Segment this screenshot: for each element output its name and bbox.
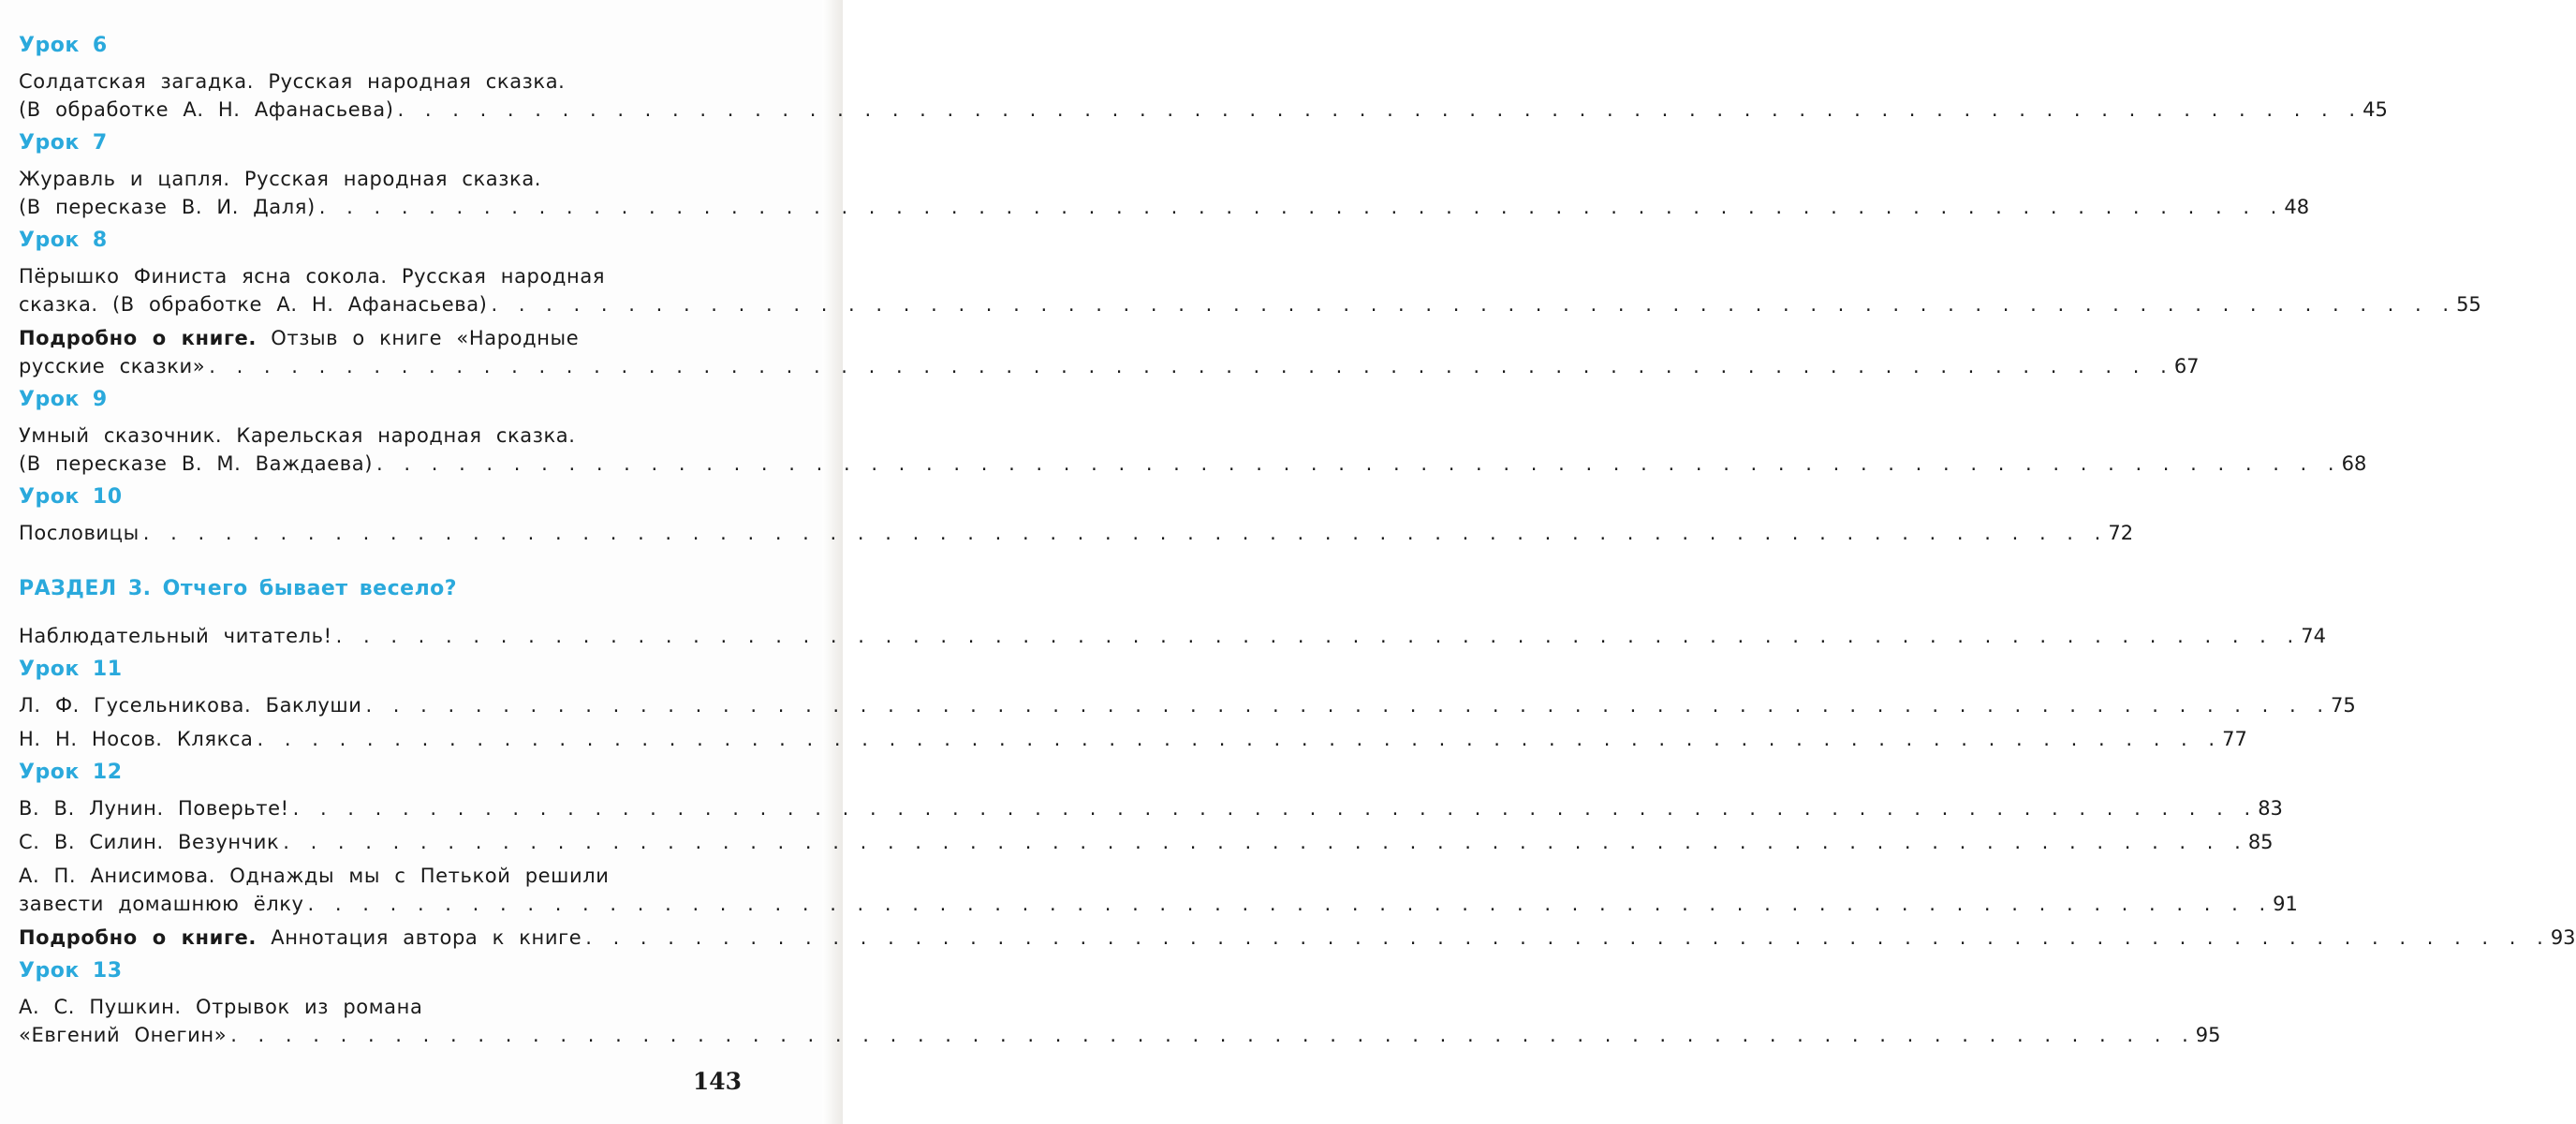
dot-leader: . . . . . . . . . . . . . . . . . . . . . . . . . . . . . . . . . . . . . . . . . . . . . . . . . . . . . . . . . . . . . . . . . . . . . . . . (318, 196, 2281, 218)
entry-page-number: 93 (2550, 926, 2576, 949)
entry-text: С. В. Силин. Везунчик (19, 831, 280, 853)
table-of-contents (19, 32, 2576, 1055)
entry-last-text (19, 450, 373, 478)
entry-last-line (19, 924, 2576, 952)
dot-leader: . . . . . . . . . . . . . . . . . . . . . . . . . . . . . . . . . . . . . . . . . . . . . . . . . . . . . . . . . . . . . . . . . . . . . . . . (491, 293, 2453, 316)
entry-title-text: А. С. Пушкин. Отрывок из романа (19, 996, 423, 1018)
toc-entry (19, 924, 2576, 952)
entry-title-line (19, 67, 742, 96)
lesson-heading: Урок 11 (19, 658, 123, 681)
dot-leader: . . . . . . . . . . . . . . . . . . . . . . . . . . . . . . . . . . . . . . . . . . . . . . . . . . . . . . . . . . . . . . . . . . . . . . . . (376, 452, 2338, 475)
dot-leader: . . . . . . . . . . . . . . . . . . . . . . . . . . . . . . . . . . . . . . . . . . . . . . . . . . . . . . . . . . . . . . . . . . . . . . . . (365, 694, 2328, 717)
entry-text: сказка. (В обработке А. Н. Афанасьева) (19, 293, 488, 316)
entry-page-number: 85 (2247, 831, 2274, 853)
entry-last-text (19, 924, 581, 952)
entry-last-text (19, 890, 304, 918)
toc-entry (19, 993, 2221, 1049)
entry-page-number: 55 (2456, 293, 2481, 316)
entry-page-number: 95 (2195, 1024, 2221, 1046)
entry-last-line (19, 828, 2274, 856)
entry-page-number: 67 (2173, 355, 2200, 377)
entry-last-text (19, 794, 289, 822)
entry-text: (В пересказе В. М. Важдаева) (19, 452, 374, 475)
page-edge-shadow (822, 0, 843, 1124)
entry-page-number: 74 (2301, 625, 2326, 647)
entry-page-number: 48 (2284, 196, 2310, 218)
entry-title-line (19, 262, 742, 290)
entry-last-line (19, 96, 2388, 124)
toc-entry (19, 262, 2481, 318)
bold-prefix: Подробно о книге. (19, 926, 257, 949)
entry-text: Н. Н. Носов. Клякса (19, 728, 254, 750)
entry-last-line (19, 1021, 2221, 1049)
entry-last-text (19, 691, 361, 719)
entry-page-number: 68 (2341, 452, 2367, 475)
entry-last-text (19, 622, 332, 650)
entry-page-number: 75 (2331, 694, 2356, 717)
entry-last-line (19, 193, 2310, 221)
entry-last-text (19, 519, 140, 547)
entry-last-line (19, 450, 2367, 478)
entry-title-line (19, 324, 742, 352)
entry-title-text: Умный сказочник. Карельская народная сказка. (19, 424, 576, 447)
dot-leader: . . . . . . . . . . . . . . . . . . . . . . . . . . . . . . . . . . . . . . . . . . . . . . . . . . . . . . . . . . . . . . . . . . . . . . . . (335, 625, 2298, 647)
lesson-heading: Урок 13 (19, 959, 123, 983)
toc-entry (19, 422, 2367, 478)
lesson-heading: Урок 7 (19, 131, 108, 155)
entry-last-text (19, 725, 254, 753)
toc-entry (19, 622, 2326, 650)
entry-text: «Евгений Онегин» (19, 1024, 228, 1046)
toc-entry (19, 67, 2388, 124)
entry-last-text (19, 1021, 227, 1049)
entry-title-line (19, 862, 742, 890)
dot-leader: . . . . . . . . . . . . . . . . . . . . . . . . . . . . . . . . . . . . . . . . . . . . . . . . . . . . . . . . . . . . . . . . . . . . . . . . (209, 355, 2171, 377)
entry-text: русские сказки» (19, 355, 206, 377)
entry-title-text: Солдатская загадка. Русская народная сказка. (19, 70, 566, 93)
entry-text: (В обработке А. Н. Афанасьева) (19, 98, 394, 121)
dot-leader: . . . . . . . . . . . . . . . . . . . . . . . . . . . . . . . . . . . . . . . . . . . . . . . . . . . . . . . . . . . . . . . . . . . . . . . . (307, 893, 2270, 915)
dot-leader: . . . . . . . . . . . . . . . . . . . . . . . . . . . . . . . . . . . . . . . . . . . . . . . . . . . . . . . . . . . . . . . . . . . . . . . . (142, 522, 2105, 544)
entry-text: завести домашнюю ёлку (19, 893, 304, 915)
lesson-heading: Урок 10 (19, 485, 123, 509)
toc-entry (19, 519, 2134, 547)
entry-text: Пословицы (19, 522, 140, 544)
entry-title-text: Отзыв о книге «Народные (256, 327, 580, 349)
entry-page-number: 83 (2258, 797, 2283, 820)
toc-entry (19, 862, 2298, 918)
entry-page-number: 91 (2273, 893, 2298, 915)
entry-page-number: 72 (2108, 522, 2134, 544)
lesson-heading: Урок 6 (19, 34, 108, 57)
toc-entry (19, 324, 2200, 380)
dot-leader: . . . . . . . . . . . . . . . . . . . . . . . . . . . . . . . . . . . . . . . . . . . . . . . . . . . . . . . . . . . . . . . . . . . . . . . . (397, 98, 2360, 121)
entry-text: Л. Ф. Гусельникова. Баклуши (19, 694, 362, 717)
dot-leader: . . . . . . . . . . . . . . . . . . . . . . . . . . . . . . . . . . . . . . . . . . . . . . . . . . . . . . . . . . . . . . . . . . . . . . . . (585, 926, 2547, 949)
entry-title-line (19, 165, 742, 193)
entry-last-line (19, 519, 2134, 547)
bold-prefix: Подробно о книге. (19, 327, 257, 349)
entry-page-number: 45 (2363, 98, 2388, 121)
entry-title-line (19, 993, 742, 1021)
dot-leader: . . . . . . . . . . . . . . . . . . . . . . . . . . . . . . . . . . . . . . . . . . . . . . . . . . . . . . . . . . . . . . . . . . . . . . . . (230, 1024, 2192, 1046)
lesson-heading: Урок 12 (19, 761, 123, 784)
entry-text: (В пересказе В. И. Даля) (19, 196, 316, 218)
toc-entry (19, 828, 2274, 856)
entry-last-text (19, 96, 394, 124)
entry-last-line (19, 290, 2481, 318)
entry-title-text: Журавль и цапля. Русская народная сказка. (19, 168, 542, 190)
entry-last-text (19, 193, 316, 221)
entry-title-text: А. П. Анисимова. Однажды мы с Петькой решили (19, 865, 610, 887)
entry-last-line (19, 352, 2200, 380)
entry-title-text: Пёрышко Финиста ясна сокола. Русская народная (19, 265, 606, 288)
entry-last-line (19, 794, 2283, 822)
section-heading: РАЗДЕЛ 3. Отчего бывает весело? (19, 577, 458, 600)
entry-last-line (19, 691, 2356, 719)
entry-last-text (19, 828, 279, 856)
toc-entry (19, 725, 2247, 753)
entry-last-line (19, 890, 2298, 918)
entry-text: Аннотация автора к книге (256, 926, 582, 949)
entry-last-text (19, 290, 487, 318)
entry-last-line (19, 622, 2326, 650)
toc-entry (19, 794, 2283, 822)
entry-text: В. В. Лунин. Поверьте! (19, 797, 289, 820)
toc-entry (19, 165, 2310, 221)
entry-last-line (19, 725, 2247, 753)
entry-page-number: 77 (2222, 728, 2247, 750)
page-number: 143 (692, 1068, 742, 1095)
toc-entry (19, 691, 2356, 719)
entry-text: Наблюдательный читатель! (19, 625, 332, 647)
entry-last-text (19, 352, 205, 380)
lesson-heading: Урок 8 (19, 229, 108, 252)
lesson-heading: Урок 9 (19, 388, 108, 411)
entry-title-line (19, 422, 742, 450)
dot-leader: . . . . . . . . . . . . . . . . . . . . . . . . . . . . . . . . . . . . . . . . . . . . . . . . . . . . . . . . . . . . . . . . . . . . . . . . (283, 831, 2245, 853)
dot-leader: . . . . . . . . . . . . . . . . . . . . . . . . . . . . . . . . . . . . . . . . . . . . . . . . . . . . . . . . . . . . . . . . . . . . . . . . (257, 728, 2219, 750)
dot-leader: . . . . . . . . . . . . . . . . . . . . . . . . . . . . . . . . . . . . . . . . . . . . . . . . . . . . . . . . . . . . . . . . . . . . . . . . (292, 797, 2255, 820)
